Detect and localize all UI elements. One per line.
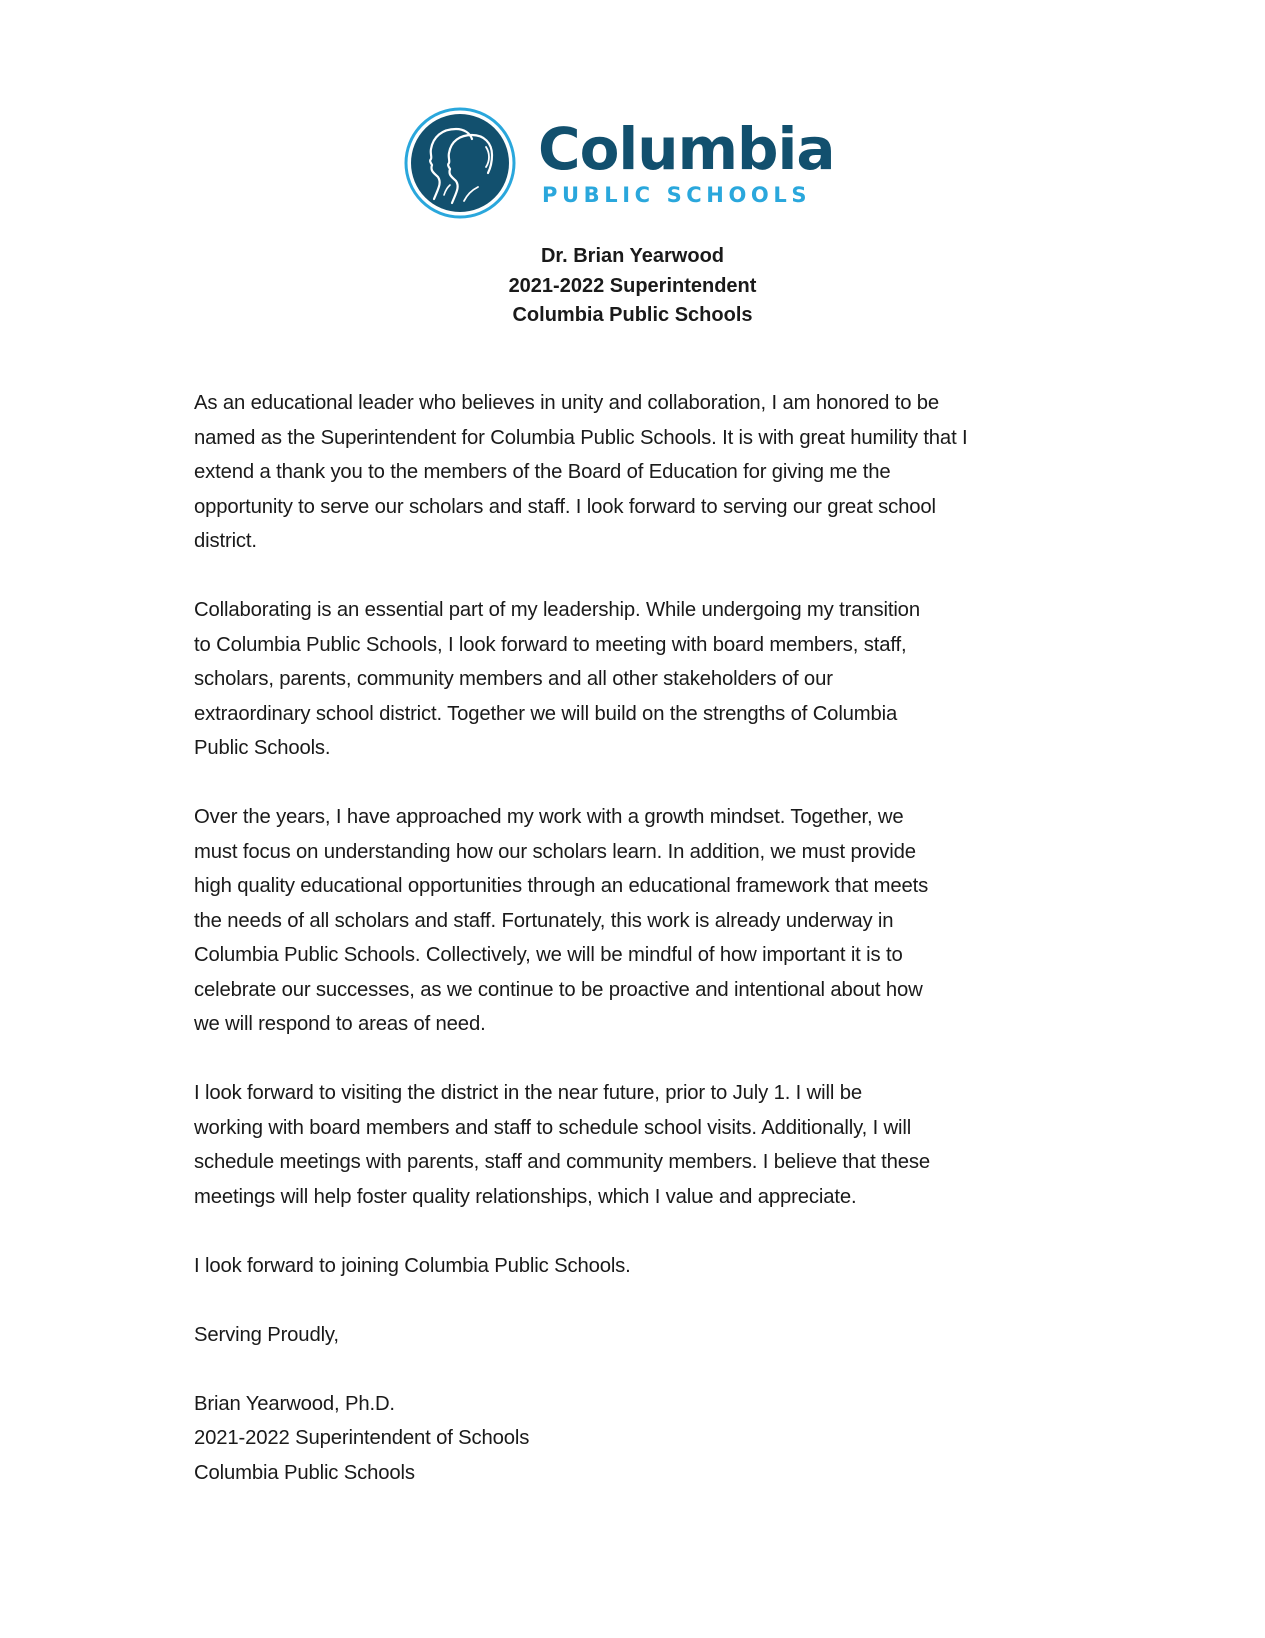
paragraph-collaboration <box>194 593 1094 766</box>
closing-text: Serving Proudly, <box>194 1323 339 1346</box>
text-line: Over the years, I have approached my work with a growth mindset. Together, we <box>194 806 904 828</box>
closing-salutation <box>194 1318 1094 1353</box>
text-line: working with board members and staff to schedule school visits. Additionally, I will <box>194 1116 912 1139</box>
text-line: Columbia Public Schools. Collectively, we will be mindful of how important it is to <box>194 944 903 966</box>
text-line: schedule meetings with parents, staff and community members. I believe that these <box>194 1151 931 1173</box>
text-line: Public Schools. <box>194 737 331 759</box>
text-line: I look forward to visiting the district in the near future, prior to July 1. I will be <box>194 1082 862 1104</box>
paragraph-visits <box>194 1076 1094 1214</box>
district-logo <box>404 105 835 220</box>
text-line: the needs of all scholars and staff. Fortunately, this work is already underway in <box>194 909 894 932</box>
text-line: must focus on understanding how our scholars learn. In addition, we must provide <box>194 840 916 863</box>
text-line: high quality educational opportunities through an educational framework that meets <box>194 875 929 897</box>
text-line: Collaborating is an essential part of my leadership. While undergoing my transition <box>194 599 920 621</box>
paragraph-joining <box>194 1249 1094 1284</box>
text-line: extend a thank you to the members of the Board of Education for giving me the <box>194 461 891 483</box>
text-line: we will respond to areas of need. <box>194 1013 486 1035</box>
text-line: to Columbia Public Schools, I look forward to meeting with board members, staff, <box>194 633 907 656</box>
logo-name: Columbia <box>538 114 835 183</box>
text-line: I look forward to joining Columbia Public Schools. <box>194 1254 631 1277</box>
letter-body <box>194 386 1094 1525</box>
signature-organization: Columbia Public Schools <box>194 1461 415 1484</box>
logo-wordmark <box>538 114 835 208</box>
logo-subtitle: PUBLIC SCHOOLS <box>542 182 812 207</box>
heading-title: 2021-2022 Superintendent <box>508 274 757 297</box>
signature-block <box>194 1387 1094 1491</box>
paragraph-introduction <box>194 386 1094 559</box>
text-line: As an educational leader who believes in unity and collaboration, I am honored to be <box>194 392 940 414</box>
profiles-emblem-icon <box>404 107 516 219</box>
paragraph-growth-mindset <box>194 800 1094 1042</box>
letter-heading <box>0 242 1265 331</box>
text-line: district. <box>194 530 257 552</box>
text-line: extraordinary school district. Together we will build on the strengths of Columbia <box>194 702 898 725</box>
heading-name: Dr. Brian Yearwood <box>540 245 725 267</box>
text-line: opportunity to serve our scholars and staff. I look forward to serving our great school <box>194 495 936 518</box>
heading-organization: Columbia Public Schools <box>512 304 753 326</box>
signature-title: 2021-2022 Superintendent of Schools <box>194 1427 530 1449</box>
text-line: scholars, parents, community members and all other stakeholders of our <box>194 668 833 690</box>
text-line: meetings will help foster quality relationships, which I value and appreciate. <box>194 1185 857 1208</box>
text-line: celebrate our successes, as we continue to be proactive and intentional about how <box>194 978 923 1001</box>
text-line: named as the Superintendent for Columbia Public Schools. It is with great humility that I <box>194 426 968 449</box>
signature-name: Brian Yearwood, Ph.D. <box>194 1392 395 1415</box>
